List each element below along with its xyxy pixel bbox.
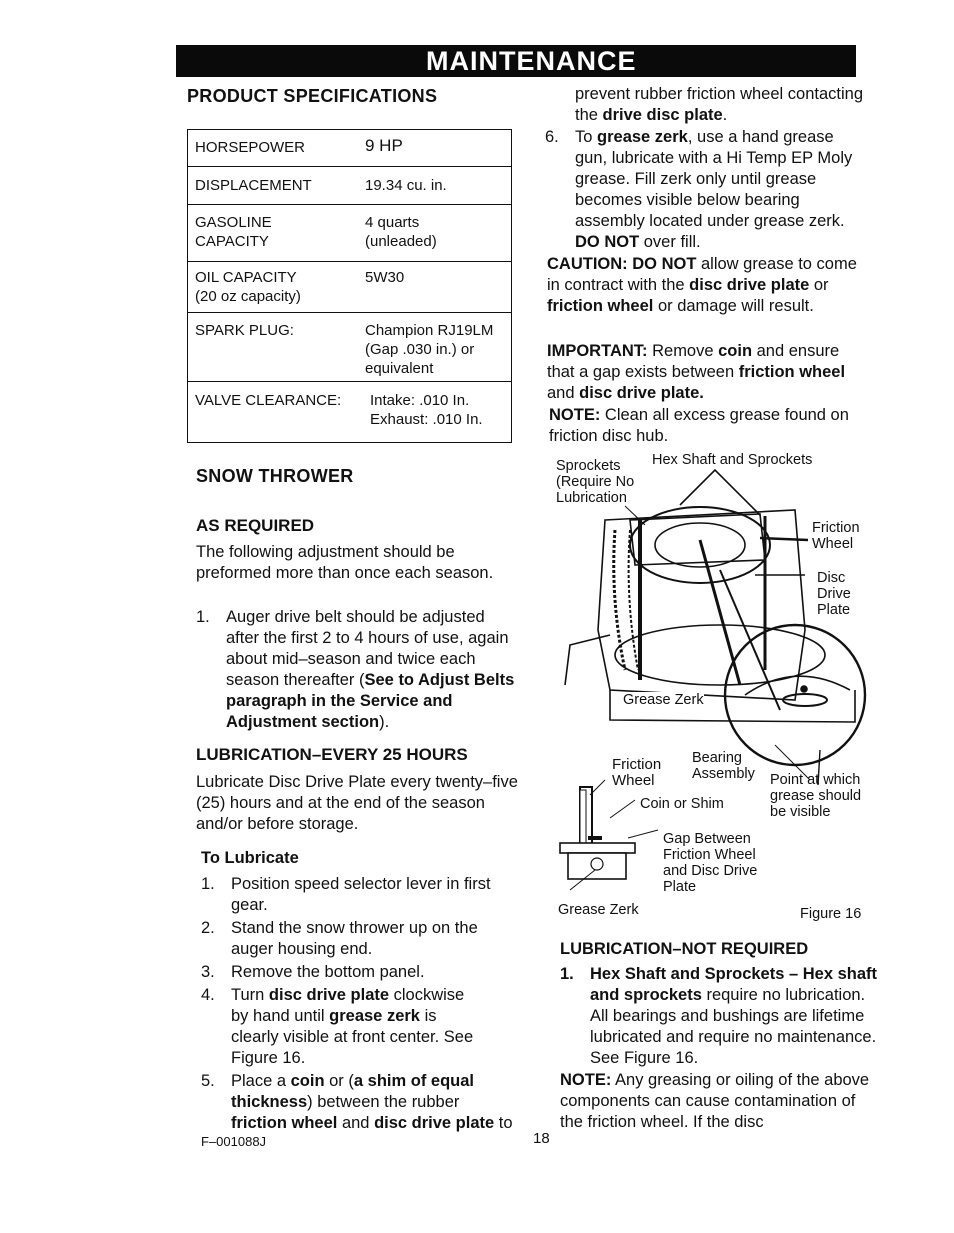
- important-label: IMPORTANT:: [547, 342, 648, 360]
- product-specs-heading: PRODUCT SPECIFICATIONS: [187, 86, 438, 106]
- item-text: clockwise by hand until: [231, 986, 465, 1025]
- item-text: over fill.: [639, 233, 701, 251]
- item-text: Auger drive belt should be adjusted after the first 2 to 4 hours of use, again about mid–season and twice each season thereafter (: [226, 608, 509, 689]
- bold-text: drive disc plate: [602, 106, 723, 124]
- item-text: , use a hand grease gun, lubricate with a Hi Temp EP Moly grease. Fill zerk only until grease becomes visible below bearing assembly located under grease zerk.: [575, 128, 853, 230]
- item-bold: Hex Shaft and Sprockets – Hex shaft and sprockets: [590, 965, 878, 1004]
- as-required-intro: The following adjustment should be preformed more than once each season.: [196, 543, 494, 582]
- spec-key: SPARK PLUG:: [195, 322, 294, 339]
- bold-text: disc drive plate: [689, 276, 810, 294]
- text: and ensure that a gap exists between: [547, 342, 840, 381]
- as-required-heading: AS REQUIRED: [196, 516, 315, 535]
- continued-text: [575, 84, 865, 126]
- item-text: require no lubrication. All bearings and bushings are lifetime lubricated and require no maintenance. See Figure 16.: [590, 986, 877, 1067]
- spec-key: OIL CAPACITY (20 oz capacity): [195, 269, 301, 305]
- not-required-list: [560, 964, 878, 1069]
- section-banner: MAINTENANCE: [176, 45, 856, 77]
- text: allow grease to come in contract with the: [547, 255, 857, 294]
- note-label: NOTE:: [549, 406, 601, 424]
- label-bearing-assembly: Bearing Assembly: [692, 750, 755, 782]
- text: and: [547, 384, 580, 402]
- item-bold: a shim of equal thickness: [231, 1072, 474, 1111]
- bold-text: disc drive plate.: [579, 384, 704, 402]
- item-bold: grease zerk: [597, 128, 688, 146]
- label-point-grease: Point at which grease should be visible: [770, 772, 862, 820]
- spec-value: 9 HP: [365, 136, 403, 155]
- text: or: [809, 276, 829, 294]
- item-number: 1.: [560, 965, 574, 983]
- document-code: F–001088J: [201, 1134, 267, 1149]
- spec-table: [187, 129, 512, 443]
- label-coin-or-shim: Coin or Shim: [640, 796, 724, 812]
- caution-note: [547, 254, 865, 317]
- list-item: [201, 962, 519, 983]
- text: Any greasing or oiling of the above components can cause contamination of the friction wheel. If the disc: [560, 1071, 870, 1131]
- lubrication-heading: LUBRICATION–EVERY 25 HOURS: [196, 745, 468, 764]
- clean-note: [549, 405, 865, 447]
- item-bold: DO NOT: [575, 233, 640, 251]
- list-item: [201, 918, 519, 960]
- text: prevent rubber friction wheel contacting the: [575, 85, 863, 124]
- label-grease-zerk-top: Grease Zerk: [623, 692, 704, 708]
- bold-text: friction wheel: [547, 297, 654, 315]
- item-number: 3.: [201, 963, 215, 981]
- item-number: 2.: [201, 919, 215, 937]
- bold-text: friction wheel: [738, 363, 846, 381]
- label-gap-between: Gap Between Friction Wheel and Disc Drive Plate: [663, 831, 758, 895]
- spec-value: 5W30: [365, 269, 405, 286]
- text: Remove: [647, 342, 719, 360]
- item-bold: grease zerk: [329, 1007, 420, 1025]
- caution-label: CAUTION: DO NOT: [547, 255, 697, 273]
- spec-value: Champion RJ19LM (Gap .030 in.) or equivalent: [365, 322, 494, 377]
- label-grease-zerk-bottom: Grease Zerk: [558, 902, 639, 918]
- text: or damage will result.: [653, 297, 814, 315]
- list-item: [560, 964, 878, 1069]
- spec-row: [188, 167, 511, 205]
- spec-key: VALVE CLEARANCE:: [195, 392, 342, 409]
- list-item: [196, 607, 518, 733]
- spec-row: [188, 130, 511, 167]
- note-label: NOTE:: [560, 1071, 612, 1089]
- figure-caption: Figure 16: [800, 906, 862, 922]
- figure-16: [550, 450, 880, 930]
- list-item: [201, 1071, 519, 1134]
- item-text: is clearly visible at front center. See Figure 16.: [231, 1007, 474, 1067]
- label-friction-wheel-top: Friction Wheel: [812, 520, 860, 552]
- important-note: [547, 341, 865, 404]
- item-number: 6.: [545, 128, 559, 146]
- page-number: 18: [533, 1130, 550, 1147]
- spec-key: DISPLACEMENT: [195, 177, 312, 194]
- item-text: To: [575, 128, 598, 146]
- spec-row: [188, 382, 511, 443]
- lubricate-steps: [201, 874, 519, 1134]
- text: Clean all excess grease found on friction disc hub.: [549, 406, 849, 445]
- list-item: [545, 127, 865, 253]
- spec-row: [188, 205, 511, 262]
- spec-row: [188, 262, 511, 313]
- item-number: 1.: [201, 875, 215, 893]
- item-text: or (: [324, 1072, 354, 1090]
- snow-thrower-heading: SNOW THROWER: [196, 466, 354, 486]
- item-text: Position speed selector lever in first gear.: [231, 875, 491, 914]
- label-hex-shaft: Hex Shaft and Sprockets: [652, 452, 813, 468]
- item-bold: friction wheel: [231, 1114, 338, 1132]
- item-bold: coin: [290, 1072, 325, 1090]
- item-text: ).: [379, 713, 390, 731]
- label-sprockets: Sprockets (Require No Lubrication: [556, 458, 635, 506]
- spec-row: [188, 313, 511, 382]
- item-text: Place a: [231, 1072, 291, 1090]
- spec-value: 19.34 cu. in.: [365, 177, 447, 194]
- list-item: [201, 985, 519, 1069]
- not-required-heading: LUBRICATION–NOT REQUIRED: [560, 940, 809, 958]
- item-text: ) between the rubber: [307, 1093, 460, 1111]
- item-number: 1.: [196, 608, 210, 626]
- label-disc-drive-plate: Disc Drive Plate: [817, 570, 851, 618]
- contamination-note: [560, 1070, 876, 1133]
- item-bold: See to Adjust Belts paragraph in the Service and Adjustment section: [226, 671, 515, 731]
- item-number: 4.: [201, 986, 215, 1004]
- item-text: Turn: [231, 986, 269, 1004]
- step-six-list: [545, 127, 865, 253]
- spec-value: 4 quarts (unleaded): [365, 214, 437, 250]
- list-item: [201, 874, 519, 916]
- label-friction-wheel-bottom: Friction Wheel: [612, 756, 662, 789]
- as-required-list: [196, 607, 518, 733]
- item-text: Remove the bottom panel.: [231, 963, 425, 981]
- item-bold: disc drive plate: [374, 1114, 495, 1132]
- bold-text: coin: [718, 342, 753, 360]
- text: .: [722, 106, 728, 124]
- item-text: Stand the snow thrower up on the auger housing end.: [231, 919, 478, 958]
- lubrication-intro: Lubricate Disc Drive Plate every twenty–five (25) hours and at the end of the season and/or before storage.: [196, 773, 518, 833]
- spec-key: GASOLINE CAPACITY: [195, 214, 272, 250]
- item-text: and: [337, 1114, 375, 1132]
- spec-value: Intake: .010 In. Exhaust: .010 In.: [370, 392, 483, 428]
- to-lubricate-heading: To Lubricate: [201, 849, 299, 867]
- item-number: 5.: [201, 1072, 215, 1090]
- spec-key: HORSEPOWER: [195, 139, 306, 156]
- item-text: to: [494, 1114, 513, 1132]
- item-bold: disc drive plate: [268, 986, 390, 1004]
